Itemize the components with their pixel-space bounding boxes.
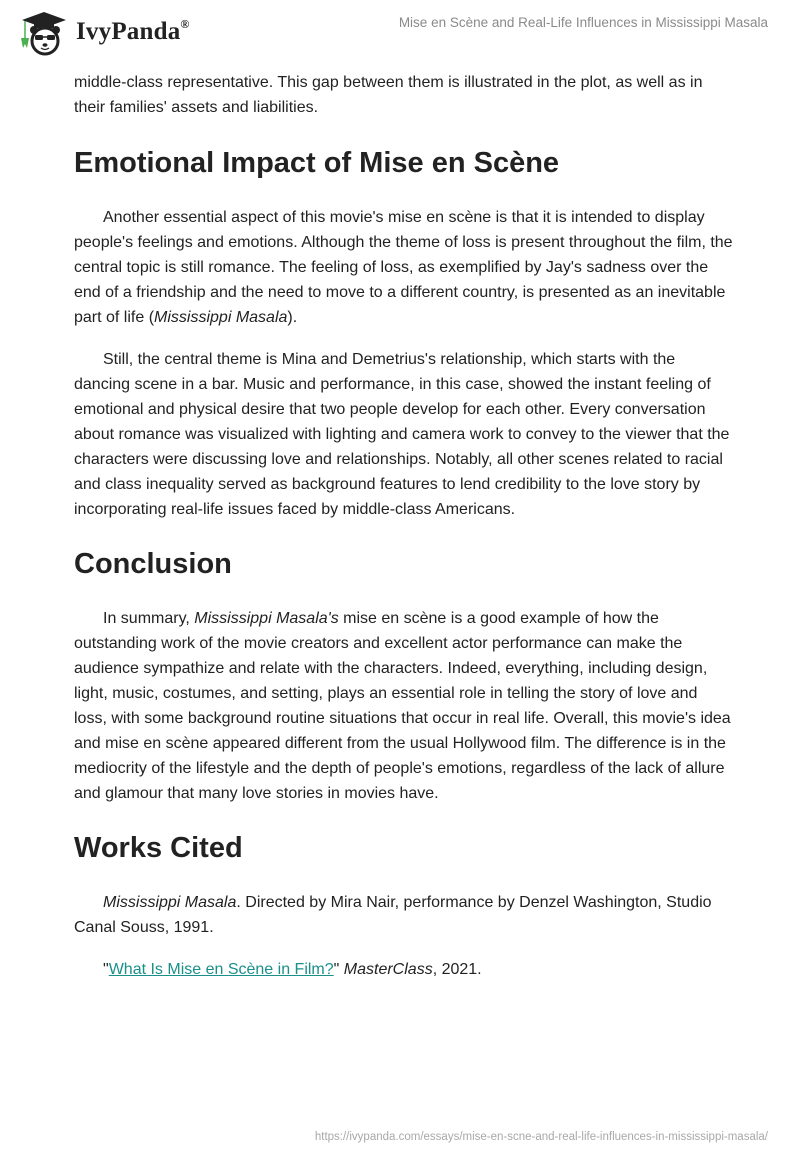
essay-content [74, 70, 734, 982]
citation-link[interactable]: What Is Mise en Scène in Film? [108, 961, 334, 978]
section-heading-emotional-impact: Emotional Impact of Mise en Scène [74, 147, 560, 179]
paragraph: Another essential aspect of this movie's mise en scène is that it is intended to display people's feelings and emotions. Although the theme of loss is present throughout the film, the central topic is still romance. The feeling of loss, as exemplified by Jay's sadness over the end of a friendship and the need to move to a different country, is presented as an inevitable part of life (Mississippi Masala). [74, 209, 733, 326]
paragraph: Still, the central theme is Mina and Demetrius's relationship, which starts with the dancing scene in a bar. Music and performance, in this case, showed the instant feeling of emotional and physical desire that two people develop for each other. Every conversation about romance was visualized with lighting and camera work to convey to the viewer that the characters were discussing love and relationships. Notably, all other scenes related to racial and class inequality served as background features to lend credibility to the love story by incorporating real-life issues faced by middle-class Americans. [74, 351, 730, 518]
intro-paragraph: middle-class representative. This gap between them is illustrated in the plot, as well as in their families' assets and liabilities. [74, 74, 703, 116]
logo-text: IvyPanda® [76, 16, 190, 45]
paragraph: In summary, Mississippi Masala's mise en scène is a good example of how the outstanding work of the movie creators and excellent actor performance can make the audience sympathize and relate with the characters. Indeed, everything, including design, light, music, costumes, and setting, plays an essential role in telling the story of love and loss, with some background routine situations that occur in real life. Overall, this movie's idea and mise en scène appeared different from the usual Hollywood film. The difference is in the mediocrity of the lifestyle and the depth of people's emotions, regardless of the lack of allure and glamour that many love stories in movies have. [74, 610, 731, 802]
panda-graduate-icon [16, 8, 72, 56]
document-title: Mise en Scène and Real-Life Influences in Mississippi Masala [398, 15, 768, 30]
section-heading-conclusion: Conclusion [74, 548, 232, 580]
section-heading-works-cited: Works Cited [74, 832, 243, 864]
page-header [0, 0, 800, 60]
citation-item: "What Is Mise en Scène in Film?" MasterClass, 2021. [103, 961, 482, 978]
citation-item: Mississippi Masala. Directed by Mira Nair, performance by Denzel Washington, Studio Canal Souss, 1991. [74, 894, 712, 936]
ivypanda-logo[interactable] [16, 8, 190, 56]
source-url[interactable]: https://ivypanda.com/essays/mise-en-scne-and-real-life-influences-in-mississippi-masala/ [314, 1131, 768, 1143]
